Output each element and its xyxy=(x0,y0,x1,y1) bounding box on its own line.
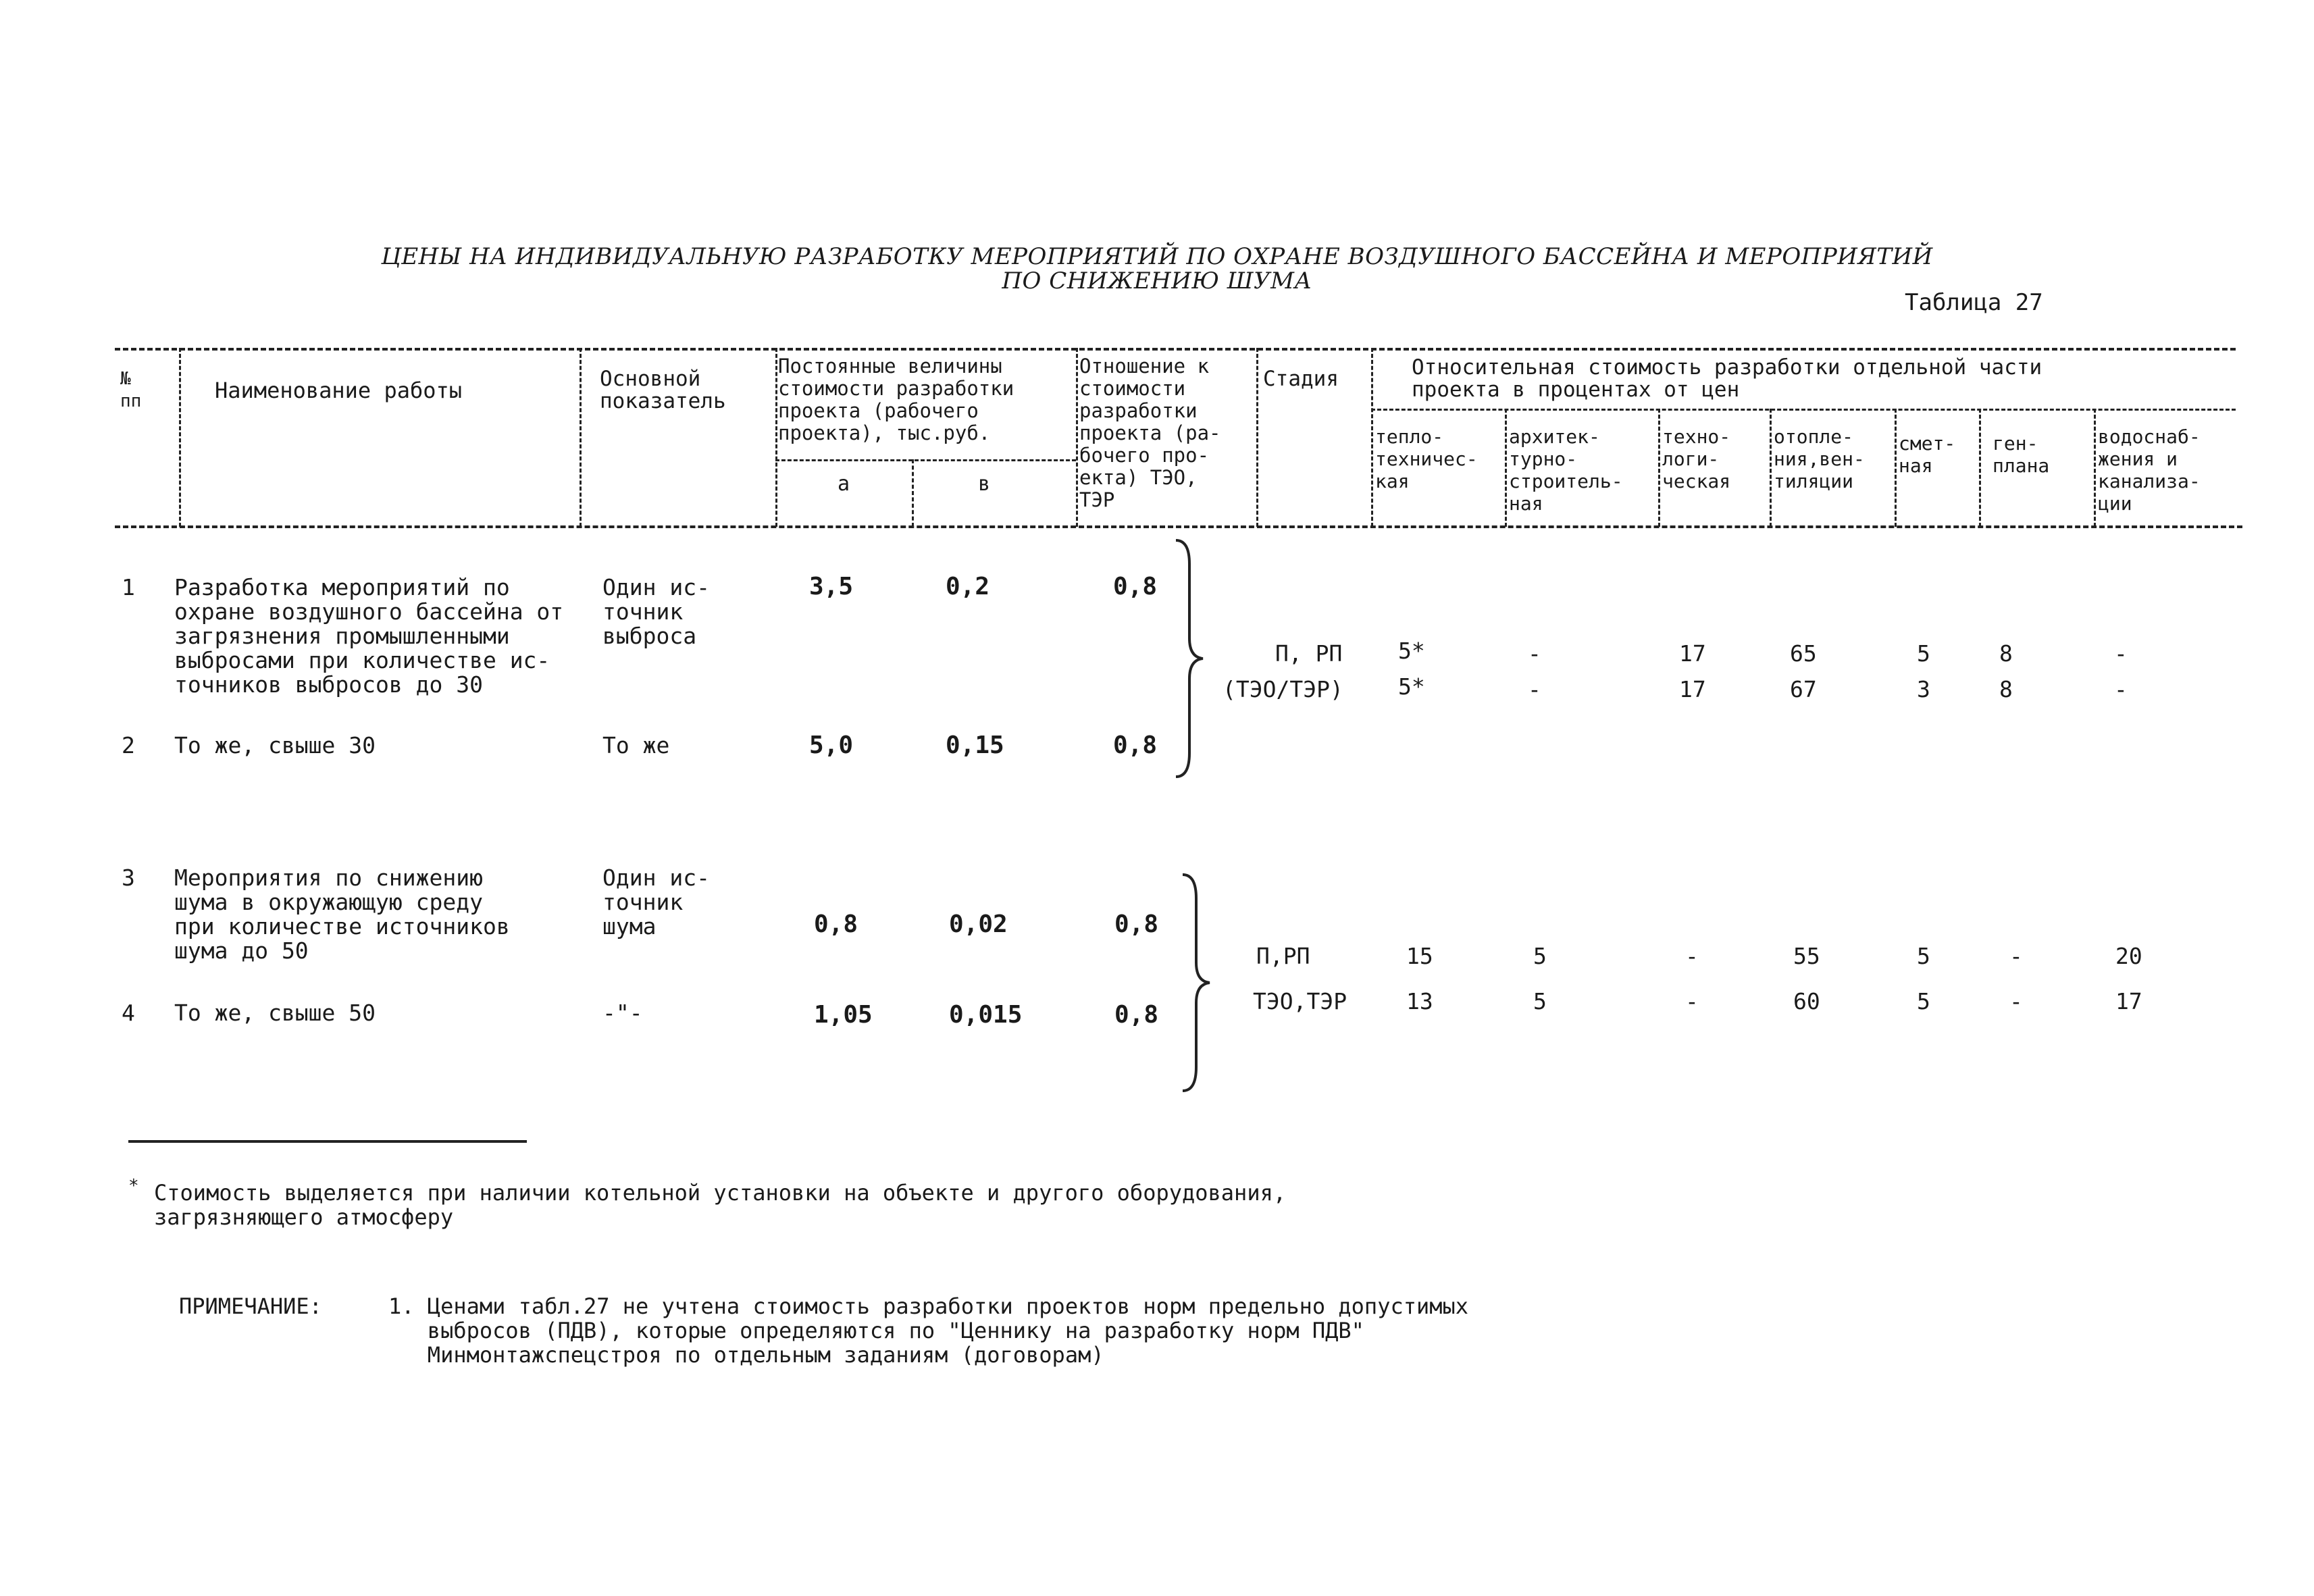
header-name: Наименование работы xyxy=(215,378,463,403)
constants-sub-rule xyxy=(775,459,1076,461)
row-3-indicator: Один ис- точник шума xyxy=(602,865,710,939)
header-num: № пп xyxy=(120,369,142,411)
header-sub-water-supply: водоснаб- жения и канализа- ции xyxy=(2098,426,2201,515)
stage-2-2-estimate: 5 xyxy=(1917,988,1930,1014)
relative-sub-rule xyxy=(1371,409,2236,411)
stage-1-2-hvac: 67 xyxy=(1790,676,1817,702)
stage-1-1-heat: 5* xyxy=(1398,638,1425,664)
column-divider xyxy=(775,348,777,527)
stage-2-1-estimate: 5 xyxy=(1917,943,1930,969)
row-3-ratio: 0,8 xyxy=(1114,910,1159,938)
row-group-brace xyxy=(1179,871,1219,1094)
row-1-ratio: 0,8 xyxy=(1113,573,1158,600)
row-4-num: 4 xyxy=(122,1000,135,1026)
row-4-name: То же, свыше 50 xyxy=(174,1000,376,1026)
column-divider xyxy=(1076,348,1078,527)
stage-1-2-tech: 17 xyxy=(1679,676,1706,702)
stage-1-2-arch: - xyxy=(1528,676,1541,702)
header-indicator: Основной показатель xyxy=(600,367,726,413)
stage-1-1: П, РП xyxy=(1275,640,1343,667)
stage-1-2-estimate: 3 xyxy=(1917,676,1930,702)
row-2-num: 2 xyxy=(122,732,135,758)
row-2-ratio: 0,8 xyxy=(1113,731,1158,759)
stage-2-1-tech: - xyxy=(1685,943,1699,969)
row-1-indicator: Один ис- точник выброса xyxy=(602,574,710,649)
stage-1-1-tech: 17 xyxy=(1679,640,1706,667)
header-sub-heating-ventilation: отопле- ния,вен- тиляции xyxy=(1774,426,1865,492)
row-3-num: 3 xyxy=(122,865,135,891)
stage-1-1-water: - xyxy=(2114,640,2128,667)
row-3-name: Мероприятия по снижению шума в окружающую среду при количестве источников шума до 50 xyxy=(174,865,510,964)
row-2-a: 5,0 xyxy=(809,731,854,759)
row-3-a: 0,8 xyxy=(814,910,858,938)
stage-1-1-estimate: 5 xyxy=(1917,640,1930,667)
stage-2-2: ТЭО,ТЭР xyxy=(1253,988,1347,1014)
stage-1-1-arch: - xyxy=(1528,640,1541,667)
header-sub-estimate: смет- ная xyxy=(1899,432,1956,477)
row-2-name: То же, свыше 30 xyxy=(174,732,376,758)
stage-2-2-tech: - xyxy=(1685,988,1699,1014)
document-title-line-1: ЦЕНЫ НА ИНДИВИДУАЛЬНУЮ РАЗРАБОТКУ МЕРОПРИЯТИЙ ПО ОХРАНЕ ВОЗДУШНОГО БАССЕЙНА И МЕРОПРИЯТИЙ xyxy=(381,243,1933,270)
row-1-num: 1 xyxy=(122,574,135,600)
column-divider xyxy=(1770,409,1772,527)
stage-2-1-hvac: 55 xyxy=(1793,943,1820,969)
row-1-a: 3,5 xyxy=(809,573,854,600)
column-divider xyxy=(1979,409,1981,527)
stage-1-2: (ТЭО/ТЭР) xyxy=(1223,676,1343,702)
header-col-b: в xyxy=(978,472,991,496)
stage-2-1-water: 20 xyxy=(2115,943,2142,969)
column-divider xyxy=(912,459,914,527)
row-1-b: 0,2 xyxy=(946,573,990,600)
table-top-rule xyxy=(115,348,2236,351)
stage-2-2-hvac: 60 xyxy=(1793,988,1820,1014)
stage-1-2-water: - xyxy=(2114,676,2128,702)
footnote-separator xyxy=(128,1140,527,1143)
footnote-mark: * xyxy=(128,1176,139,1196)
stage-2-1-genplan: - xyxy=(2009,943,2023,969)
header-stage: Стадия xyxy=(1263,367,1339,391)
row-4-indicator: -"- xyxy=(602,1000,643,1026)
header-sub-technological: техно- логи- ческая xyxy=(1662,426,1731,492)
header-col-a: а xyxy=(838,472,850,496)
row-2-b: 0,15 xyxy=(946,731,1004,759)
row-3-b: 0,02 xyxy=(949,910,1008,938)
document-title-line-2: ПО СНИЖЕНИЮ ШУМА xyxy=(1002,267,1312,294)
note-label: ПРИМЕЧАНИЕ: xyxy=(179,1293,322,1319)
column-divider xyxy=(1895,409,1897,527)
column-divider xyxy=(1371,348,1373,527)
column-divider xyxy=(580,348,582,527)
column-divider xyxy=(1505,409,1507,527)
column-divider xyxy=(2094,409,2096,527)
header-ratio: Отношение к стоимости разработки проекта (ра- бочего про- екта) ТЭО, ТЭР xyxy=(1079,355,1221,511)
column-divider xyxy=(1658,409,1660,527)
header-sub-heat-engineering: тепло- техничес- кая xyxy=(1375,426,1478,492)
row-4-ratio: 0,8 xyxy=(1114,1001,1159,1029)
header-sub-general-plan: ген- плана xyxy=(1992,432,2050,477)
stage-1-2-heat: 5* xyxy=(1398,673,1425,700)
stage-2-1-arch: 5 xyxy=(1533,943,1547,969)
row-2-indicator: То же xyxy=(602,732,670,758)
row-group-brace xyxy=(1172,537,1212,780)
column-divider xyxy=(179,348,181,527)
row-4-b: 0,015 xyxy=(949,1001,1023,1029)
header-constants: Постоянные величины стоимости разработки проекта (рабочего проекта), тыс.руб. xyxy=(778,355,1014,444)
stage-2-2-heat: 13 xyxy=(1406,988,1433,1014)
row-4-a: 1,05 xyxy=(814,1001,873,1029)
footnote-text: Стоимость выделяется при наличии котельной установки на объекте и другого оборудования, загрязняющего атмосферу xyxy=(154,1180,1287,1230)
stage-2-1-heat: 15 xyxy=(1406,943,1433,969)
header-sub-architectural: архитек- турно- строитель- ная xyxy=(1509,426,1623,515)
table-label: Таблица 27 xyxy=(1905,289,2043,316)
stage-2-2-water: 17 xyxy=(2115,988,2142,1014)
header-bottom-rule xyxy=(115,525,2242,528)
stage-2-1: П,РП xyxy=(1256,943,1310,969)
stage-1-2-genplan: 8 xyxy=(1999,676,2013,702)
stage-2-2-genplan: - xyxy=(2009,988,2023,1014)
header-relative-cost: Относительная стоимость разработки отдельной части проекта в процентах от цен xyxy=(1412,355,2042,402)
stage-1-1-genplan: 8 xyxy=(1999,640,2013,667)
column-divider xyxy=(1256,348,1258,527)
note-text: 1. Ценами табл.27 не учтена стоимость разработки проектов норм предельно допустимых выбросов (ПДВ), которые определяются по "Ценнику на разработку норм ПДВ" Минмонтажспецстроя по отдельным заданиям (договорам) xyxy=(388,1293,1469,1368)
row-1-name: Разработка мероприятий по охране воздушного бассейна от загрязнения промышленными выбросами при количестве ис- точников выбросов до 30 xyxy=(174,574,564,698)
stage-2-2-arch: 5 xyxy=(1533,988,1547,1014)
stage-1-1-hvac: 65 xyxy=(1790,640,1817,667)
